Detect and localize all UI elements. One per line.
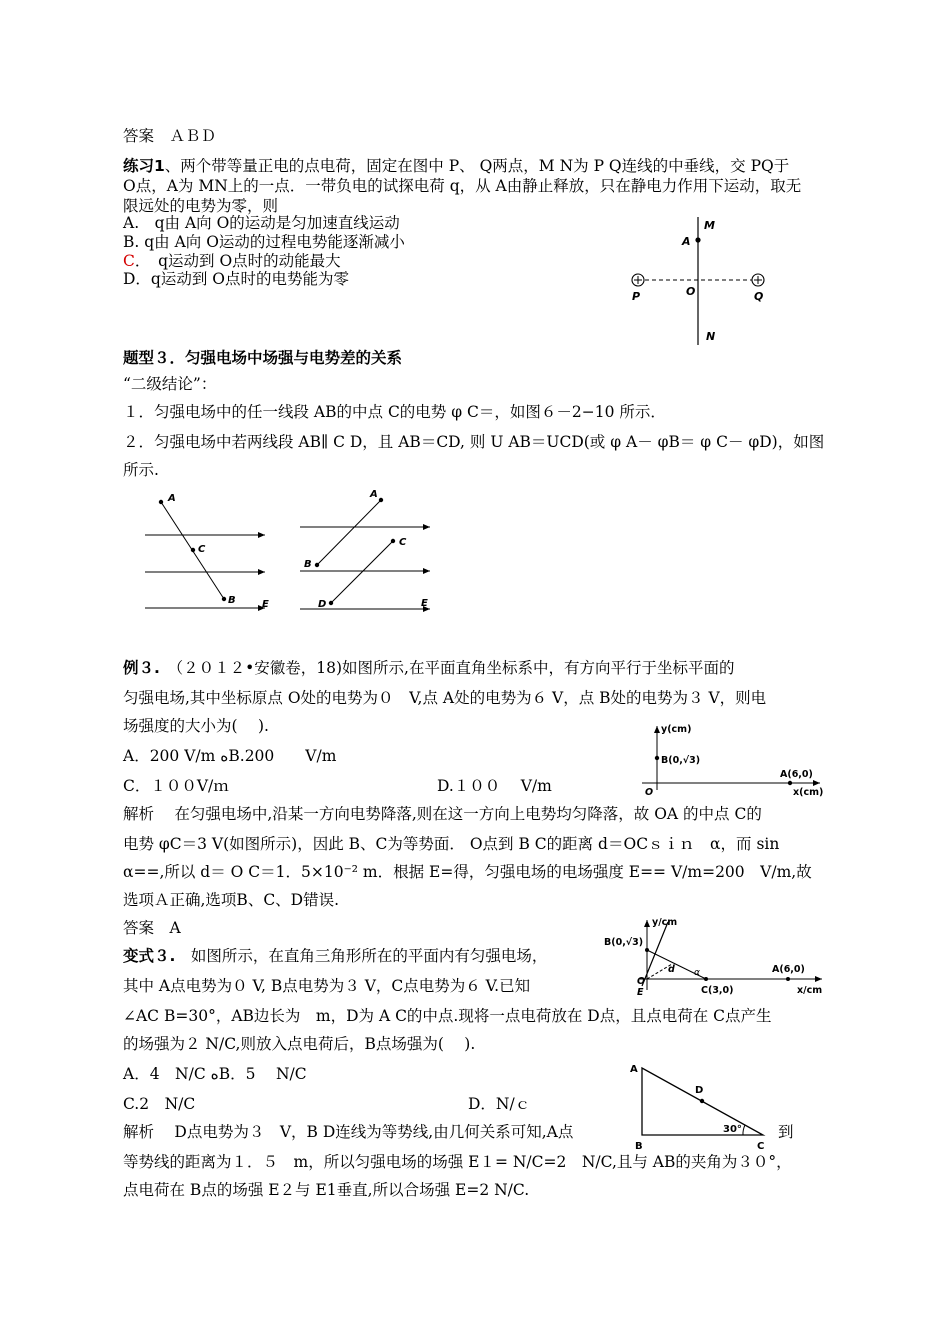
variant3-line1: 变式３. 如图所示，在直角三角形所在的平面内有匀强电场，: [123, 947, 548, 965]
example3-solution-3: α==,所以 d＝ O C＝1．5×10⁻² m．根据 E=得，匀强电场的电场强度 E== V/m=200 V/m,故: [123, 863, 812, 881]
label-e: E: [421, 598, 428, 609]
label-a: A: [168, 493, 176, 504]
type3-figure-left: [140, 490, 280, 615]
top-answer: 答案 ＡＢＤ: [123, 127, 217, 145]
exercise1-line1: [123, 156, 789, 176]
label-e: E: [637, 987, 644, 998]
example3-option-ab: A．200 V/m ﻩB.200 V/m: [123, 747, 337, 765]
label-y: y(cm): [661, 724, 692, 735]
exercise1-option-b: B. q由 A向 O运动的过程电势能逐渐减小: [123, 233, 405, 251]
example3-line3: 场强度的大小为( ).: [123, 717, 269, 735]
label-alpha: α: [694, 968, 700, 978]
label-e: E: [262, 599, 269, 610]
label-c: C(3,0): [701, 985, 734, 996]
label-b: B(0,√3): [661, 755, 701, 766]
type3-item2b: 所示.: [123, 461, 159, 479]
label-a: A: [370, 489, 378, 500]
example3-line1: 例３. （２０１２•安徽卷，18)如图所示,在平面直角坐标系中，有方向平行于坐标平面的: [123, 659, 735, 677]
segment-dc: [331, 541, 393, 603]
label-o: O: [637, 976, 646, 987]
label-b: B: [635, 1141, 643, 1152]
exercise1-figure: [620, 212, 790, 347]
label-c: C: [198, 544, 206, 555]
label-n: N: [706, 330, 716, 343]
type3-item1: １．匀强电场中的任一线段 AB的中点 C的电势 φ C＝，如图６－2−10 所示．: [123, 403, 666, 421]
exercise1-title: 练习1: [123, 157, 165, 175]
exercise1-line3: 限远处的电势为零，则: [123, 197, 279, 215]
label-c: C: [757, 1141, 765, 1152]
example3-title: 例３.: [123, 659, 160, 677]
label-a: A(6,0): [780, 769, 813, 780]
variant3-solution-1-tail: 到: [778, 1123, 794, 1141]
variant3-option-c: C.2 N/C: [123, 1095, 196, 1113]
label-y: y/cm: [652, 917, 678, 928]
label-o: O: [686, 285, 696, 298]
field-e-line: [642, 922, 668, 986]
label-o: O: [645, 787, 654, 798]
label-d: D: [318, 599, 327, 610]
example3-answer: 答案 A: [123, 919, 181, 937]
variant3-coord-figure: [600, 912, 830, 997]
label-x: x(cm): [793, 787, 824, 798]
label-a: A(6,0): [772, 964, 805, 975]
label-x: x/cm: [797, 985, 823, 996]
label-angle: 30°: [723, 1124, 742, 1135]
variant3-solution-1: 解析 D点电势为３ V，B D连线为等势线,由几何关系可知,A点: [123, 1123, 574, 1141]
example3-line2: 匀强电场,其中坐标原点 O处的电势为０ V,点 A处的电势为６ V，点 B处的电势为３ V，则电: [123, 689, 767, 707]
example3-option-d: D.１００ V/m: [437, 777, 552, 795]
type3-conclusion: “二级结论”：: [123, 375, 217, 393]
exercise1-option-c-letter: C: [123, 252, 135, 270]
example3-option-c: C．１００V/ｍ: [123, 777, 229, 795]
variant3-option-d: D．N/ｃ: [468, 1095, 531, 1113]
label-q: Q: [754, 290, 764, 303]
variant3-solution-2: 等势线的距离为１．５ m，所以匀强电场的场强 E１= N/C=2 N/C,且与 AB的夹角为３０°，: [123, 1153, 792, 1171]
example3-solution-4: 选项Ａ正确,选项B、C、D错误.: [123, 891, 340, 909]
label-c: C: [399, 537, 407, 548]
exercise1-option-a: A. q由 A向 O的运动是匀加速直线运动: [123, 214, 400, 232]
exercise1-option-d: D．q运动到 O点时的电势能为零: [123, 270, 349, 288]
variant3-option-ab: A．4 N/C ﻩB．5 N/C: [123, 1065, 307, 1083]
label-d: d: [668, 964, 675, 975]
example3-solution-1: 解析 在匀强电场中,沿某一方向电势降落,则在这一方向上电势均匀降落，故 OA 的中点 C的: [123, 805, 762, 823]
variant3-line4: 的场强为２ N/C,则放入点电荷后，B点场强为( ).: [123, 1035, 476, 1053]
variant3-solution-3: 点电荷在 B点的场强 E２与 E1垂直,所以合场强 E=2 N/C.: [123, 1181, 530, 1199]
label-a: A: [682, 235, 691, 248]
type3-figure-right: [295, 485, 440, 615]
type3-title: 题型３．匀强电场中场强与电势差的关系: [123, 349, 403, 367]
exercise1-line2: O点，A为 MN上的一点．一带负电的试探电荷 q，从 A由静止释放，只在静电力作用下运动，取无: [123, 177, 802, 195]
type3-item2a: ２．匀强电场中若两线段 AB∥ C D，且 AB＝CD, 则 U AB＝UCD(或 φ A－ φB＝ φ C－ φD)，如图: [123, 433, 825, 451]
label-m: M: [704, 219, 715, 232]
label-b: B(0,√3): [604, 937, 644, 948]
label-b: B: [304, 559, 312, 570]
example3-solution-2: 电势 φC＝3 V(如图所示)，因此 B、C为等势面． O点到 B C的距离 d＝OCｓｉｎ α，而 sin: [123, 835, 780, 853]
example3-figure: [640, 720, 830, 800]
variant3-line2: 其中 A点电势为０ V, B点电势为３ V，C点电势为６ V.已知: [123, 977, 531, 995]
label-a: A: [630, 1064, 638, 1075]
exercise1-text1: 、两个带等量正电的点电荷，固定在图中 P、 Q两点，M N为 P Q连线的中垂线，交 PQ于: [164, 157, 790, 175]
segment-ba: [317, 500, 381, 565]
variant3-line3: ∠AC B=30°，AB边长为 m，D为 A C的中点.现将一点电荷放在 D点，且点电荷在 C点产生: [123, 1007, 772, 1025]
variant3-triangle-figure: [625, 1058, 775, 1153]
exercise1-option-c: C． q运动到 O点时的动能最大: [123, 252, 341, 270]
variant3-title: 变式３.: [123, 947, 176, 965]
label-b: B: [228, 595, 236, 606]
label-d: D: [695, 1085, 704, 1096]
label-p: P: [632, 290, 641, 303]
point-a-dot: [695, 237, 700, 242]
